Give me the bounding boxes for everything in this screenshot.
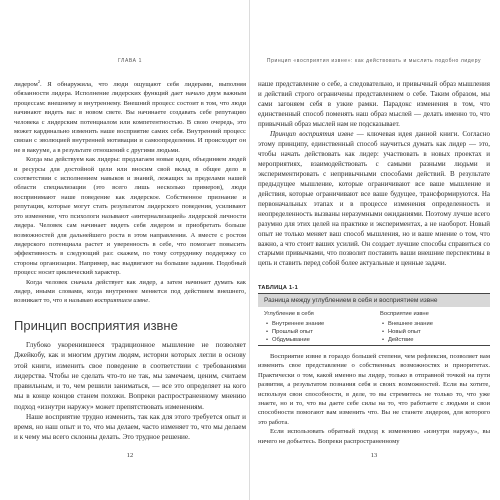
column-list (380, 320, 492, 344)
left-text-block-top (14, 80, 246, 306)
paragraph: Если использовать обратный подход к изменению «изнутри наружу», вы ничего не добьетесь. Вопреки распространенному (258, 428, 490, 445)
paragraph: Когда человек сначала действует как лидер, а затем начинает думать как лидер, иными словами, когда внутреннее меняется под действием внешнего, возникает то, что я называю восприятием извне. (14, 278, 246, 305)
table-column-outward (380, 307, 492, 344)
list-item: • Обдумывание (272, 336, 376, 344)
paragraph: Принцип восприятия извне — ключевая идея данной книги. Согласно этому принципу, единственный способ научиться думать как лидер — это, чтобы начать действовать как лидер: участвовать в новых проектах и мероприятиях, взаимодействовать с самыми разными людьми и экспериментировать с непривычными способами действий. В результате предыдущее мышление, которые ограничивают все ваше мышление и действия, которые ограничивают все ваше будущее, трансформируются. На первоначальных этапах и в процессе изменения определенность и неопределенность вызваны неразумными ожиданиями. Поэтому лучше всего разумно для этих целей на практике и экспериментах, а не наоборот. Новый опыт не только меняет ваш способ мышления, но и ваше мнение о том, что важно, а что стоит ваших усилий. Он создает лучшие способы справиться со старыми привычками, что позволит поставить ваши внешние перспективы в цепь и ставить перед собой более актуальные и ценные задачи. (258, 129, 491, 268)
right-page (258, 0, 490, 500)
paragraph: Восприятие извне в гораздо большей степени, чем рефлексия, позволяет вам изменить свое представление о собственных возможностях и приоритетах. Практически о том, какой именно вы лидер, только в отправной точкой на пути развития, а результатом познания себя и своих возможностей. Если вы хотите, используя свои способности, в деле, то вы стремитесь не только то, что уже знаете, но и то, что вы даете себе силы на то, что работаете с людьми и свои способности помогают вам изменить что. Вы не станете лидером, для которого это работа. (258, 353, 490, 426)
section-heading: Принцип восприятия извне (14, 318, 178, 333)
paragraph: Наше восприятие трудно изменить, так как для этого требуется опыт и время, но наш опыт и то, что мы делаем, часто изменяет то, что мы делаем и к чему мы всего склонны делать. Это трудное решение. (14, 412, 246, 442)
left-page (14, 0, 246, 500)
paragraph: лидером$^2$. Я обнаружила, что люди ощущают себя лидерами, выполняя обязанности лидера. Исполнение лидерских функций дает начало двум важным процессам: внешнему и внутреннему. Внешний процесс состоит в том, что люди начинают видеть вас в новом свете. Вы начинаете создавать себе репутацию человека с лидерским потенциалом или компетентностью. В свою очередь, это может кардинально изменить наше восприятие самих себя. Внутренний процесс связан с эволюцией внутренней мотивации и самоопределения. И происходит он не в вакууме, а в результате отношений с другими людьми. (14, 78, 246, 154)
list-item: • Действие (388, 336, 492, 344)
column-header: Восприятие извне (380, 311, 429, 317)
page-number-right: 13 (370, 452, 378, 459)
right-text-block-bottom (258, 352, 490, 446)
column-header: Углубление в себя (264, 311, 314, 317)
running-header-left: ГЛАВА 1 (118, 58, 142, 64)
paragraph: Глубоко укоренившееся традиционное мышление не позволяет Джейкобу, как и многим другим людям, истории которых легли в основу этой книги, изменить свое поведение в соответствии с требованиями лидерства. Чтобы не сделать что-то не так, мы замечаем, ценим, считаем правильным, и то, чем решили заниматься, — все это определяет на кого мы в конце концов станем похожи. Вопреки распространенному мнению подход «изнутри наружу» может препятствовать изменениям. (14, 341, 246, 411)
list-item: • Внешнее знание (388, 320, 492, 328)
right-text-block-top (258, 80, 490, 269)
gutter-divider (249, 0, 250, 500)
page-number-left: 12 (126, 452, 134, 459)
comparison-table (258, 307, 490, 345)
table-subtitle: Разница между углублением в себя и восприятием извне (264, 297, 438, 304)
table-column-inward (264, 307, 376, 344)
footnote-marker[interactable]: 2 (37, 78, 40, 84)
table-title: ТАБЛИЦА 1-1 (258, 285, 298, 291)
list-item: • Прошлый опыт (272, 328, 376, 336)
paragraph: Когда мы действуем как лидеры: предлагаем новые идеи, объединяем людей и ресурсы для достойной цели или вносим свой вклад в общее дело в соответствии с исполнением навыков и знаний, лежащих за пределами нашей области специализации (это всего лишь несколько примеров), люди воспринимают наше поведение как лидерское. Собственное признание и репутация, которые могут стать результатом лидерского поведения, усиливают это изменение, что психологи называют «интернализацией» лидерской личности лидера. Человек сам начинает видеть себя лидером и приобретать больше возможностей для дальнейшего роста в этом направлении. А вместе с ростом лидерского потенциала растет и уверенность в себе, что помогает повысить эффективность в следующий раз: скажем, по тому сотруднику поддержку со стороны организации. Например, вас выдвигают на большие задания. Подобный процесс носит циклический характер. (14, 156, 246, 277)
table-bottom-rule (258, 345, 490, 346)
running-header-right: Принцип «восприятия извне»: как действовать и мыслить подобно лидеру (266, 58, 482, 64)
column-list (264, 320, 376, 344)
list-item: • Новый опыт (388, 328, 492, 336)
paragraph: наше представление о себе, а следовательно, и привычный образ мышления и действий строго ограничены представлением о себе. Таким образом, мы сами загоняем себя в узкие рамки. Парадокс изменения в том, что единственный способ поменять наш образ мыслей — делать именно то, что привычный образ мыслей нам не подсказывает. (258, 80, 490, 128)
table-caption-band (258, 294, 490, 307)
list-item: • Внутреннее знание (272, 320, 376, 328)
left-text-block-bottom (14, 340, 246, 443)
